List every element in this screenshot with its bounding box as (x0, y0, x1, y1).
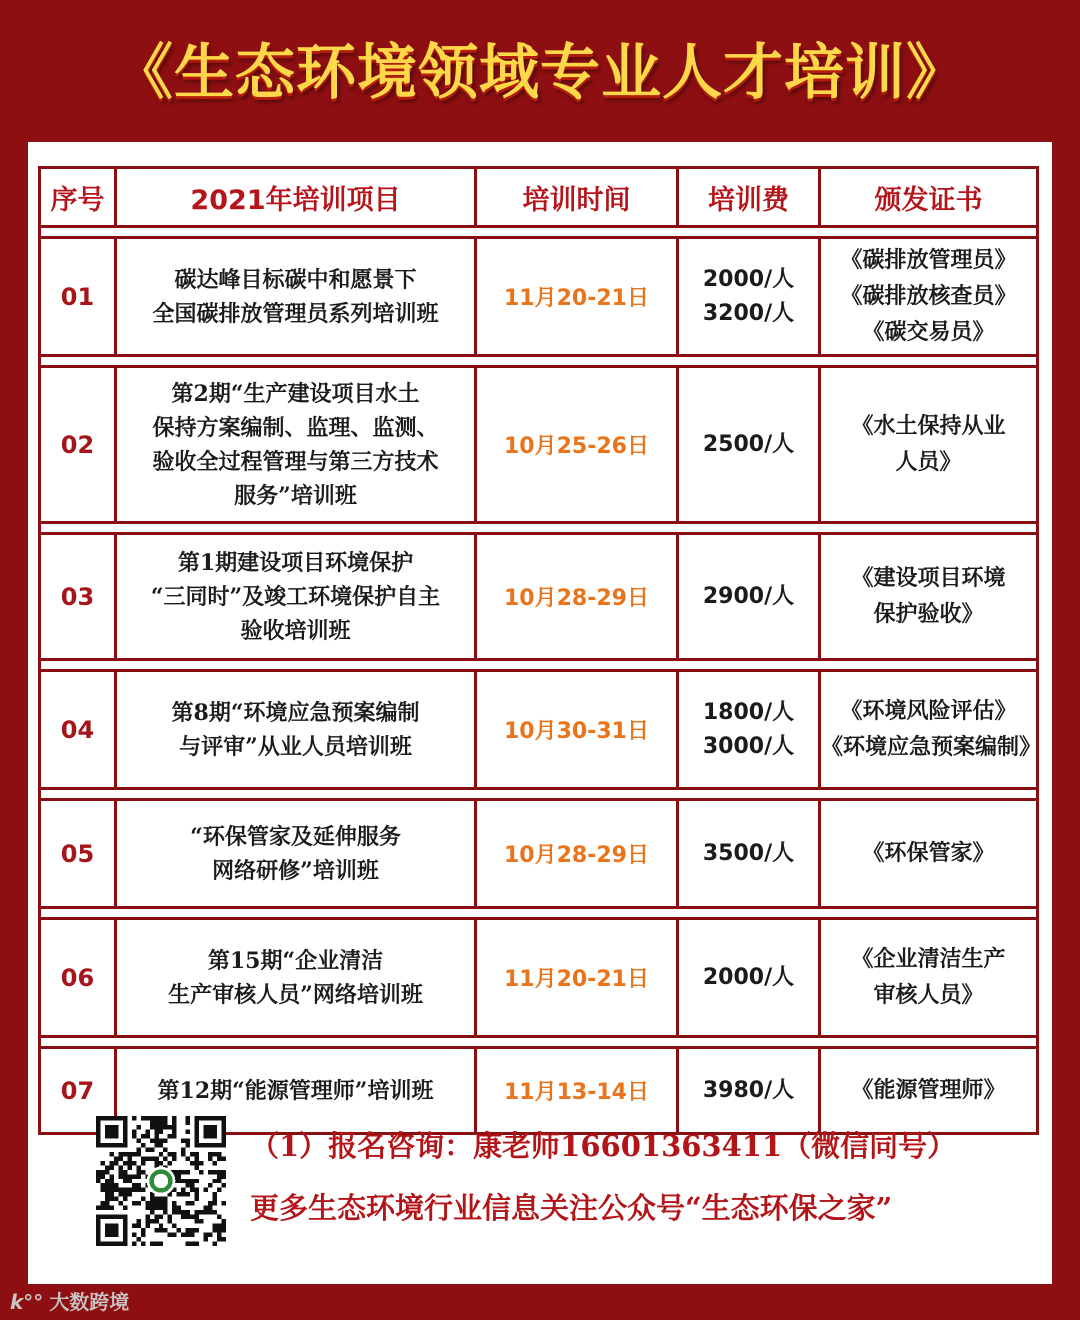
project-line: 第12期“能源管理师”培训班 (157, 1077, 434, 1104)
project-line: 与评审”从业人员培训班 (179, 733, 412, 760)
project-line: 第15期“企业清洁 (207, 947, 384, 974)
header-fee: 培训费 (678, 168, 820, 227)
project-line: 第1期建设项目环境保护 (177, 549, 414, 576)
fee-line: 2000/人 (702, 964, 795, 990)
project-line: 生产审核人员”网络培训班 (168, 981, 423, 1008)
project-name (116, 534, 476, 660)
follow-text: 更多生态环境行业信息关注公众号“生态环保之家” (250, 1191, 893, 1225)
header-project: 2021年培训项目 (116, 168, 476, 227)
project-line: 验收培训班 (240, 617, 351, 644)
row-gap-cell (40, 1037, 1038, 1048)
training-fee (678, 534, 820, 660)
row-gap-cell (40, 789, 1038, 800)
certificate-line: 《环境应急预案编制》 (821, 734, 1042, 760)
row-number: 05 (40, 800, 116, 908)
certificate-line: 保护验收》 (873, 601, 984, 627)
project-name (116, 367, 476, 523)
table-row (40, 800, 1038, 908)
training-time: 10月25-26日 (476, 367, 678, 523)
certificate-line: 《环境风险评估》 (840, 698, 1017, 724)
certificate-line: 《水土保持从业 (851, 413, 1006, 439)
watermark (10, 1286, 129, 1315)
certificate-line: 审核人员》 (873, 982, 984, 1008)
fee-line: 2500/人 (702, 431, 795, 457)
training-fee (678, 671, 820, 789)
qr-code-icon (96, 1116, 226, 1246)
project-line: 碳达峰目标碳中和愿景下 (174, 266, 417, 293)
row-gap (40, 356, 1038, 367)
row-number: 04 (40, 671, 116, 789)
row-number: 02 (40, 367, 116, 523)
row-number: 06 (40, 919, 116, 1037)
training-fee (678, 919, 820, 1037)
header-time: 培训时间 (476, 168, 678, 227)
fee-line: 3000/人 (702, 733, 795, 759)
project-line: 网络研修”培训班 (212, 857, 379, 884)
project-name (116, 238, 476, 356)
project-line: “三同时”及竣工环境保护自主 (150, 583, 441, 610)
training-time: 11月20-21日 (476, 919, 678, 1037)
header-num: 序号 (40, 168, 116, 227)
row-gap (40, 789, 1038, 800)
row-gap (40, 660, 1038, 671)
certificate-line: 《碳交易员》 (862, 319, 995, 345)
project-line: 第8期“环境应急预案编制 (171, 699, 420, 726)
project-line: 服务”培训班 (234, 482, 357, 509)
row-gap-cell (40, 660, 1038, 671)
row-number: 01 (40, 238, 116, 356)
table-row (40, 238, 1038, 356)
row-gap (40, 1037, 1038, 1048)
training-fee (678, 367, 820, 523)
row-gap-cell (40, 356, 1038, 367)
training-time: 10月30-31日 (476, 671, 678, 789)
certificate (820, 534, 1038, 660)
table-row (40, 367, 1038, 523)
training-time: 11月20-21日 (476, 238, 678, 356)
watermark-logo-icon: k°° (10, 1290, 44, 1314)
certificate (820, 238, 1038, 356)
fee-line: 3980/人 (702, 1077, 795, 1103)
header-cert: 颁发证书 (820, 168, 1038, 227)
project-name (116, 671, 476, 789)
watermark-text: 大数跨境 (49, 1290, 130, 1314)
project-line: 验收全过程管理与第三方技术 (152, 448, 439, 475)
training-time: 11月13-14日 (476, 1048, 678, 1134)
table-row (40, 919, 1038, 1037)
training-fee (678, 238, 820, 356)
row-gap (40, 523, 1038, 534)
certificate (820, 1048, 1038, 1134)
certificate (820, 367, 1038, 523)
contact-text: （1）报名咨询：康老师16601363411（微信同号） (250, 1129, 957, 1163)
training-time: 10月28-29日 (476, 534, 678, 660)
table-row (40, 534, 1038, 660)
fee-line: 3200/人 (702, 300, 795, 326)
training-fee (678, 800, 820, 908)
certificate-line: 《碳排放核查员》 (840, 283, 1017, 309)
certificate-line: 《环保管家》 (862, 840, 995, 866)
certificate (820, 671, 1042, 789)
row-gap-cell (40, 908, 1038, 919)
row-gap (40, 908, 1038, 919)
fee-line: 3500/人 (702, 840, 795, 866)
certificate-line: 《建设项目环境 (851, 565, 1006, 591)
project-line: 保持方案编制、监理、监测、 (152, 414, 439, 441)
row-gap-cell (40, 227, 1038, 238)
certificate-line: 人员》 (895, 449, 962, 475)
training-table (38, 166, 1042, 1135)
fee-line: 2000/人 (702, 266, 795, 292)
training-time: 10月28-29日 (476, 800, 678, 908)
row-number: 07 (40, 1048, 116, 1134)
table-row (40, 671, 1038, 789)
certificate-line: 《企业清洁生产 (851, 946, 1006, 972)
project-name (116, 800, 476, 908)
project-line: “环保管家及延伸服务 (190, 823, 401, 850)
project-line: 全国碳排放管理员系列培训班 (152, 300, 439, 327)
table-header (40, 168, 1038, 227)
certificate-line: 《碳排放管理员》 (840, 247, 1017, 273)
certificate-line: 《能源管理师》 (851, 1077, 1006, 1103)
certificate (820, 800, 1038, 908)
project-name (116, 919, 476, 1037)
project-line: 第2期“生产建设项目水土 (171, 380, 420, 407)
row-gap (40, 227, 1038, 238)
row-gap-cell (40, 523, 1038, 534)
training-fee (678, 1048, 820, 1134)
row-number: 03 (40, 534, 116, 660)
certificate (820, 919, 1038, 1037)
fee-line: 1800/人 (702, 699, 795, 725)
page-title: 《生态环境领域专业人才培训》 (113, 38, 967, 108)
fee-line: 2900/人 (702, 583, 795, 609)
